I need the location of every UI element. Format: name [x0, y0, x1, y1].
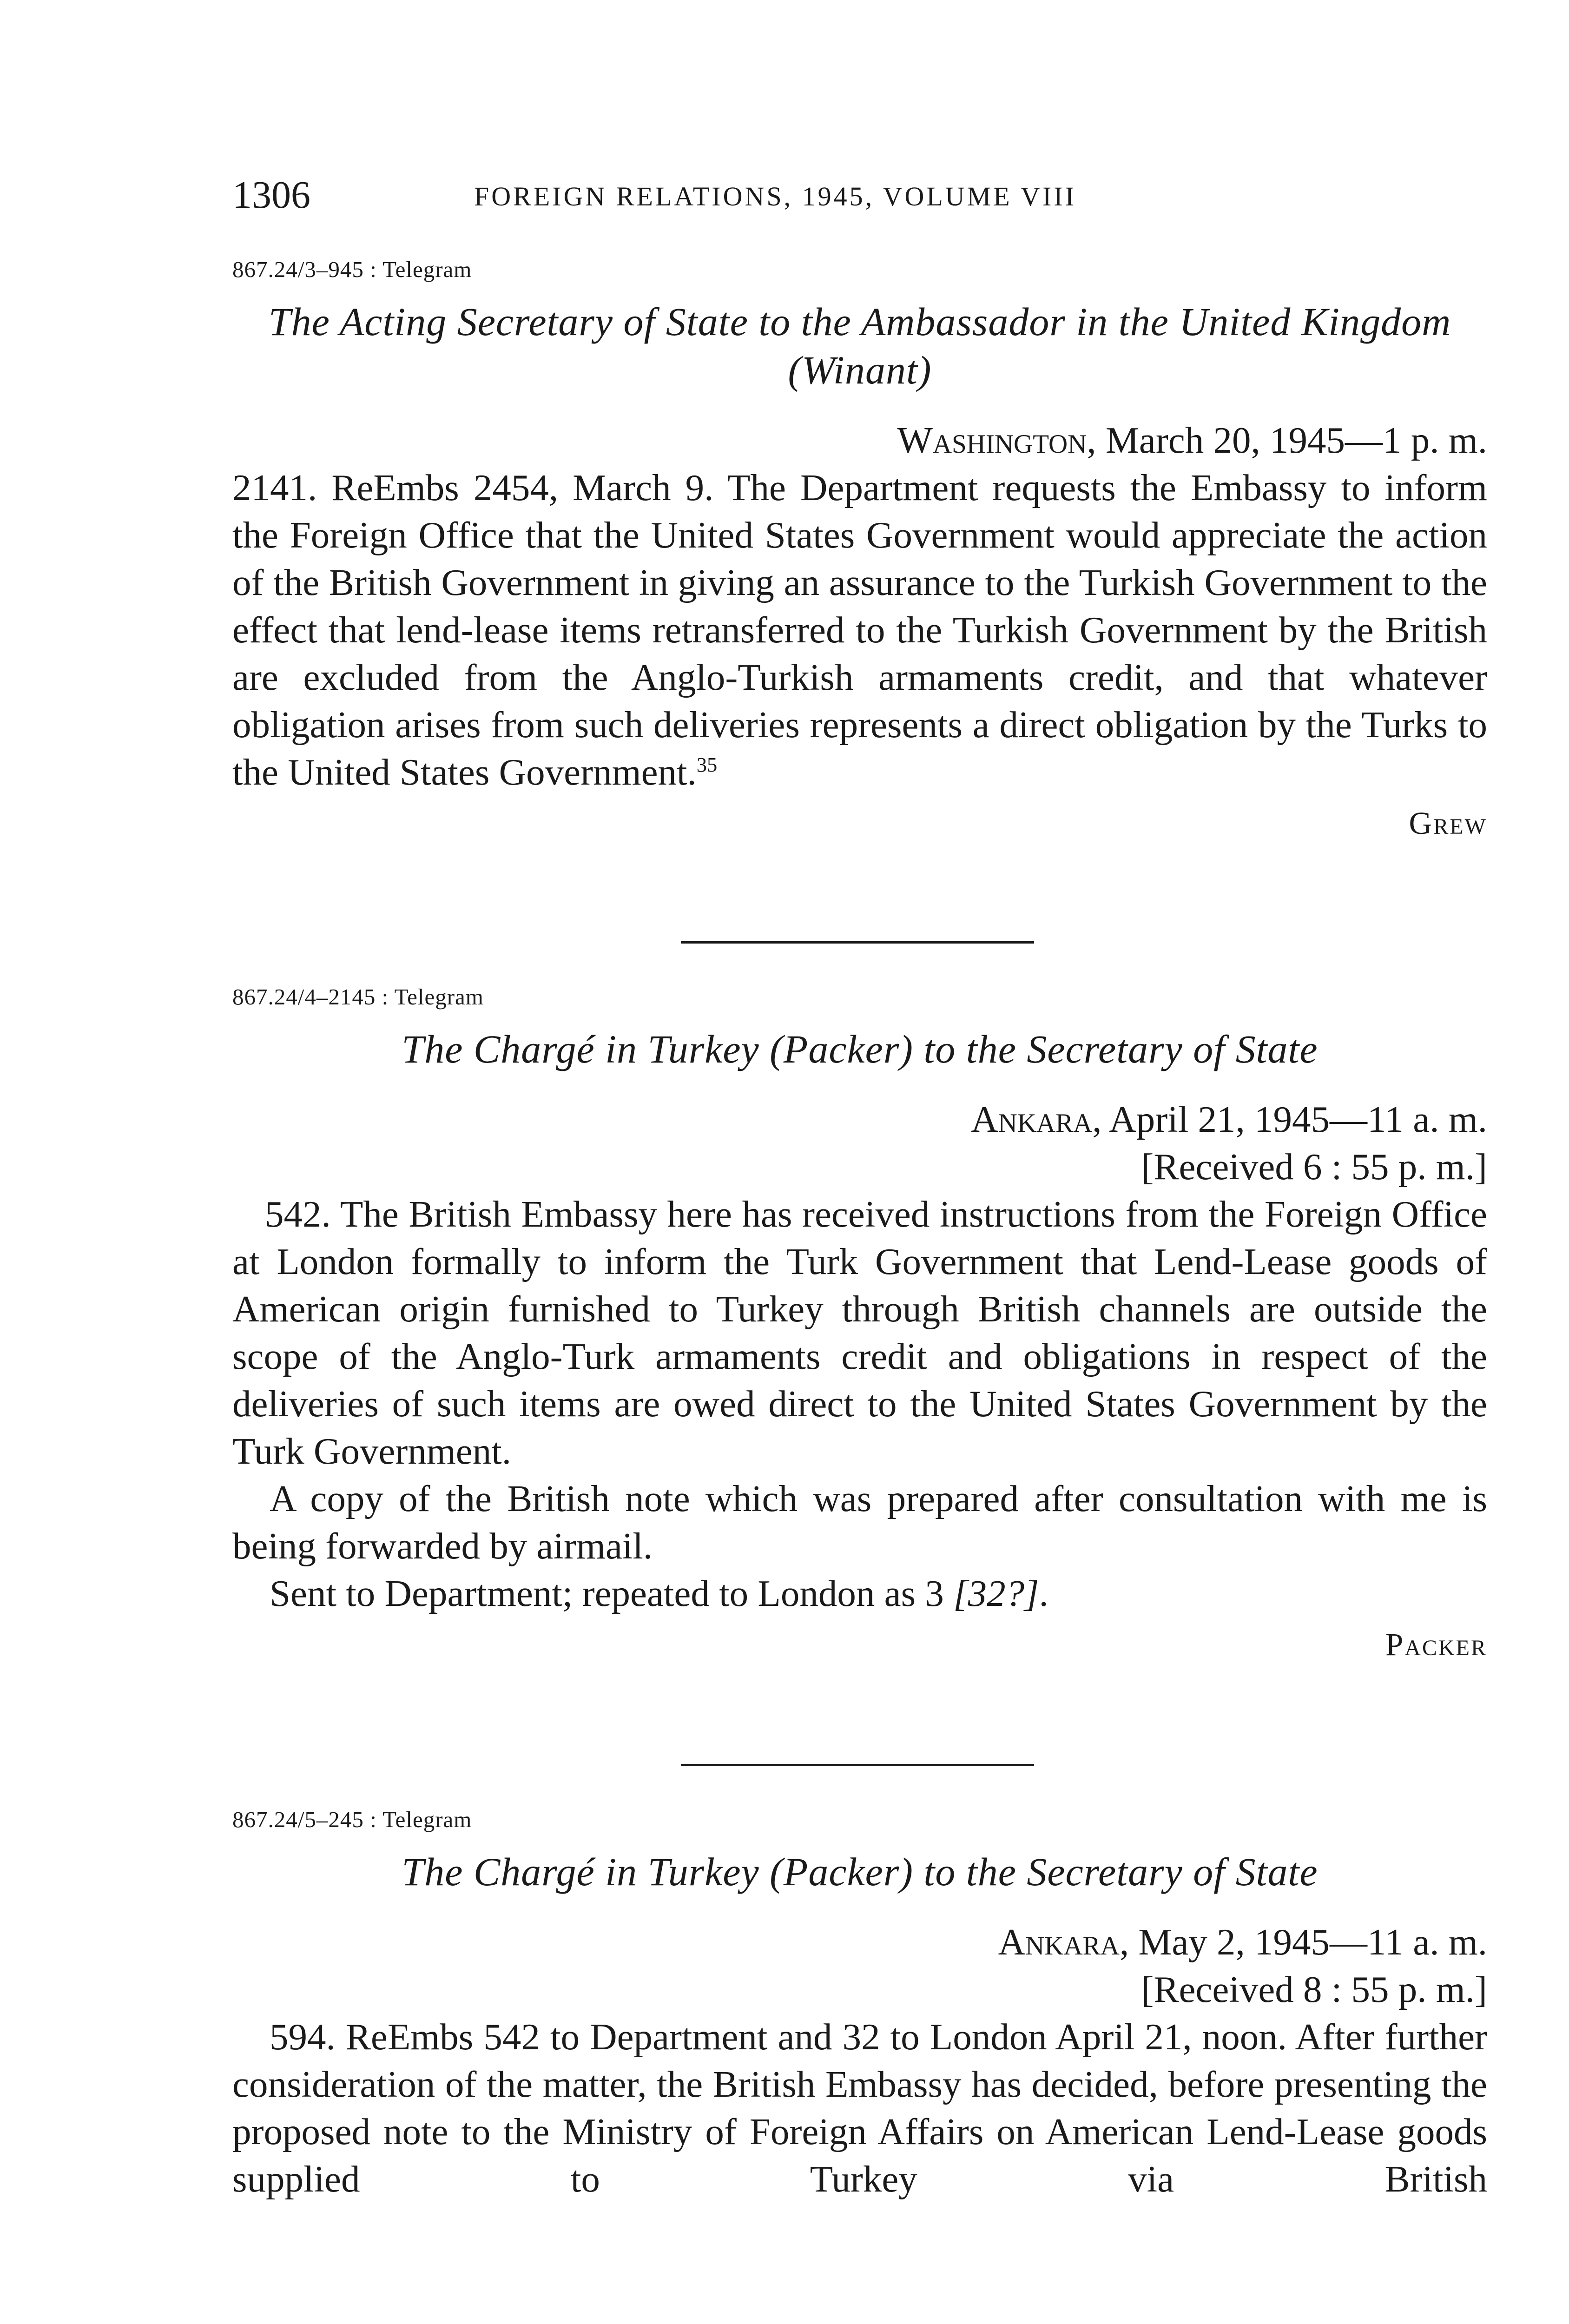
sent-line-text: Sent to Department; repeated to London as 3	[270, 1572, 954, 1614]
telegram-1	[232, 256, 1487, 847]
telegram-body-paragraph: 542. The British Embassy here has received instructions from the Foreign Office at London formally to inform the Turk Government that Lend-Lease goods of American origin furnished to Turkey through British channels are outside the scope of the Anglo-Turk armaments credit and obligations in respect of the deliveries of such items are owed direct to the United States Government by the Turk Government.	[232, 1193, 1487, 1472]
sent-line-end: .	[1039, 1572, 1048, 1614]
dateline-place: Ankara	[998, 1921, 1120, 1963]
received-line: [Received 8 : 55 p. m.]	[1141, 1968, 1487, 2010]
telegram-body-paragraph: A copy of the British note which was prepared after consultation with me is being forwarded by airmail.	[232, 1478, 1487, 1567]
document-title: The Acting Secretary of State to the Ambassador in the United Kingdom (Winant)	[268, 299, 1451, 392]
section-divider	[681, 941, 1034, 944]
file-reference: 867.24/4–2145 : Telegram	[232, 984, 484, 1010]
file-reference: 867.24/3–945 : Telegram	[232, 257, 472, 282]
received-line: [Received 6 : 55 p. m.]	[1141, 1146, 1487, 1188]
body-text: 2141. ReEmbs 2454, March 9. The Department requests the Embassy to inform the Foreign Office that the United States Government would appreciate the action of the British Government in giving an assurance to the Turkish Government to the effect that lend-lease items retransferred to the Turkish Government by the British are excluded from the Anglo-Turkish armaments credit, and that whatever obligation arises from such deliveries represents a direct obligation by the Turks to the United States Government.	[232, 467, 1487, 793]
page-number: 1306	[232, 173, 310, 217]
dateline	[232, 1918, 1487, 1966]
footnote-reference: 35	[696, 753, 718, 776]
telegram-body	[232, 464, 1487, 796]
dateline-date: , March 20, 1945—1 p. m.	[1087, 419, 1487, 461]
telegram-3	[232, 1806, 1487, 2203]
telegram-body-paragraph: 594. ReEmbs 542 to Department and 32 to London April 21, noon. After further consideration of the matter, the British Embassy has decided, before presenting the proposed note to the Ministry of Foreign Affairs on American Lend-Lease goods supplied to Turkey via British	[232, 2016, 1487, 2200]
telegram-2	[232, 983, 1487, 1668]
document-title: The Chargé in Turkey (Packer) to the Secretary of State	[402, 1849, 1318, 1894]
signature: Packer	[1385, 1627, 1487, 1662]
running-head: FOREIGN RELATIONS, 1945, VOLUME VIII	[474, 181, 1076, 211]
section-divider	[681, 1764, 1034, 1766]
document-title: The Chargé in Turkey (Packer) to the Secretary of State	[402, 1027, 1318, 1071]
sent-line-bracket: [32?]	[953, 1572, 1039, 1614]
dateline	[232, 416, 1487, 464]
dateline	[232, 1096, 1487, 1143]
dateline-place: Ankara	[971, 1098, 1093, 1140]
dateline-date: , April 21, 1945—11 a. m.	[1092, 1098, 1487, 1140]
dateline-place: Washington	[897, 419, 1087, 461]
signature: Grew	[1409, 805, 1487, 841]
file-reference: 867.24/5–245 : Telegram	[232, 1807, 472, 1832]
page-header	[232, 172, 1487, 223]
dateline-date: , May 2, 1945—11 a. m.	[1119, 1921, 1487, 1963]
sent-line	[232, 1570, 1487, 1617]
